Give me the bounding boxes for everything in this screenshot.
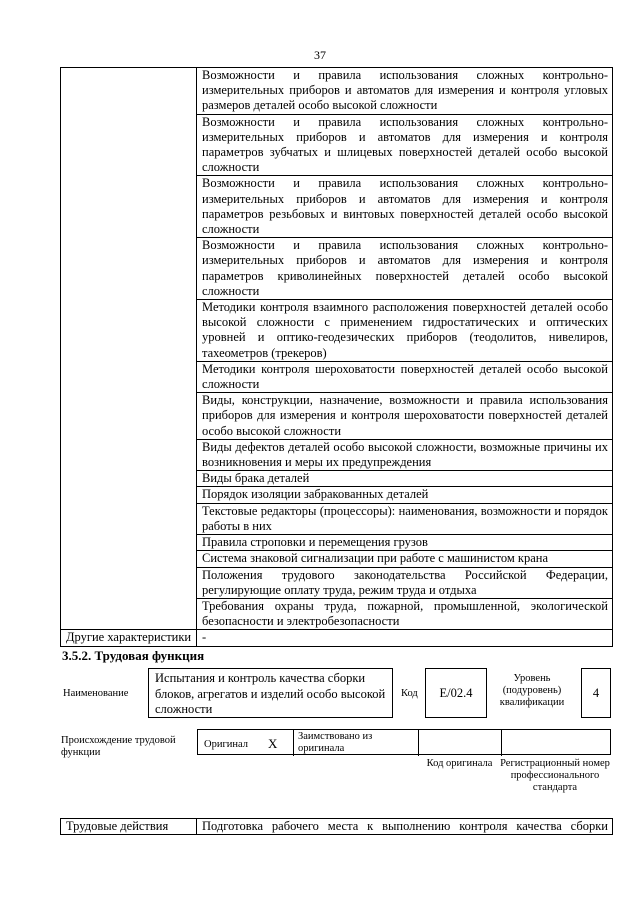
borrowed-label: Заимствовано из оригинала (298, 731, 373, 754)
table-row (61, 630, 613, 646)
borrowed-cell (294, 730, 419, 756)
labor-actions-label: Трудовые действия (61, 819, 197, 835)
table-row (61, 819, 613, 835)
knowledge-item: Порядок изоляции забракованных деталей (197, 487, 613, 503)
code-original-cell (419, 730, 502, 756)
original-cell (198, 730, 294, 756)
origin-row (197, 729, 611, 755)
labor-actions-value: Подготовка рабочего места к выполнению контроля качества сборки (197, 819, 613, 835)
knowledge-item: Методики контроля взаимного расположения поверхностей деталей особо высокой сложности с применением гидростатических и оптических уровней и оптико-геодезических приборов (теодолитов, нивелиров, тахеометров (трекеров) (197, 300, 613, 362)
function-level: 4 (581, 668, 611, 718)
name-label: Наименование (63, 688, 129, 699)
knowledge-item: Возможности и правила использования сложных контрольно-измерительных приборов и автоматов для измерения и контроля параметров резьбовых и винтовых поверхностей деталей особо высокой сложности (197, 176, 613, 238)
function-name: Испытания и контроль качества сборки блоков, агрегатов и изделий особо высокой сложности (148, 668, 393, 718)
knowledge-table (60, 67, 613, 647)
page-number: 37 (314, 48, 326, 62)
other-characteristics-value: - (197, 630, 613, 646)
knowledge-item: Виды брака деталей (197, 471, 613, 487)
original-label: Оригинал (204, 739, 248, 750)
original-mark: X (268, 736, 278, 751)
knowledge-label-cell (61, 68, 197, 630)
knowledge-item: Виды дефектов деталей особо высокой сложности, возможные причины их возникновения и меры их предупреждения (197, 439, 613, 470)
knowledge-item: Методики контроля шероховатости поверхностей деталей особо высокой сложности (197, 361, 613, 392)
labor-actions-table (60, 818, 613, 835)
code-original-label: Код оригинала (426, 758, 493, 769)
knowledge-item: Положения трудового законодательства Российской Федерации, регулирующие оплату труда, режим труда и отдыха (197, 567, 613, 598)
origin-label: Происхождение трудовой функции (61, 735, 176, 758)
other-characteristics-label: Другие характеристики (61, 630, 197, 646)
knowledge-item: Возможности и правила использования сложных контрольно-измерительных приборов и автоматов для измерения и контроля параметров криволинейных поверхностей деталей особо высокой сложности (197, 238, 613, 300)
knowledge-item: Виды, конструкции, назначение, возможности и правила использования приборов для измерения и контроля шероховатости поверхностей деталей особо высокой сложности (197, 393, 613, 440)
function-code: E/02.4 (425, 668, 487, 718)
knowledge-item: Возможности и правила использования сложных контрольно-измерительных приборов и автоматов для измерения и контроля угловых размеров деталей особо высокой сложности (197, 68, 613, 115)
knowledge-item: Правила строповки и перемещения грузов (197, 535, 613, 551)
reg-number-cell (502, 730, 610, 756)
code-label: Код (401, 688, 418, 699)
knowledge-item: Требования охраны труда, пожарной, промышленной, экологической безопасности и электробезопасности (197, 598, 613, 629)
knowledge-item: Текстовые редакторы (процессоры): наименования, возможности и порядок работы в них (197, 503, 613, 534)
knowledge-item: Возможности и правила использования сложных контрольно-измерительных приборов и автоматов для измерения и контроля параметров зубчатых и шлицевых поверхностей деталей особо высокой сложности (197, 114, 613, 176)
table-row (61, 68, 613, 115)
knowledge-item: Система знаковой сигнализации при работе с машинистом крана (197, 551, 613, 567)
reg-number-label: Регистрационный номер профессионального стандарта (500, 758, 610, 793)
section-title: 3.5.2. Трудовая функция (62, 648, 205, 663)
level-label: Уровень (подуровень) квалификации (499, 673, 565, 708)
